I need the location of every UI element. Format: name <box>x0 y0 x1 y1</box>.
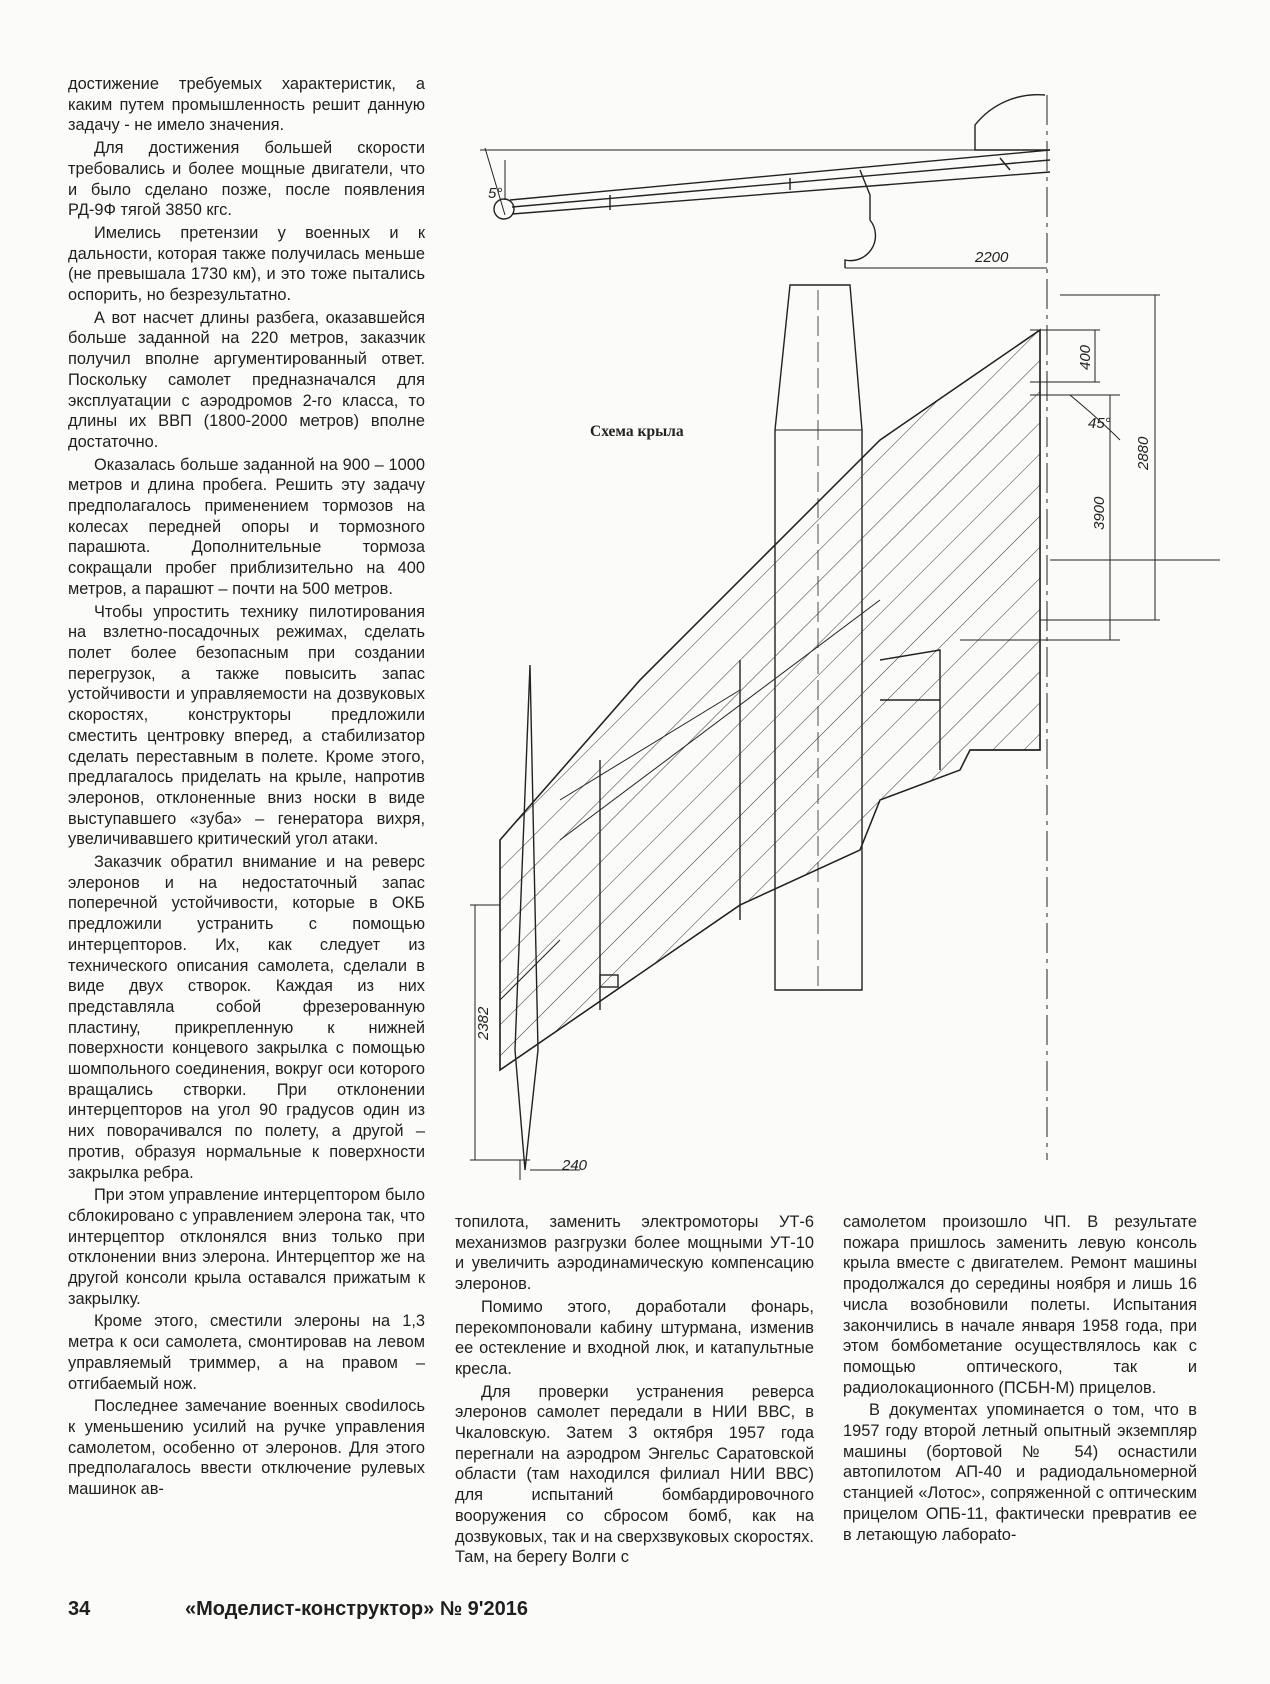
right-text-column <box>843 1212 1197 1547</box>
dimension-2382-label: 2382 <box>475 1006 492 1040</box>
figure-caption: Схема крыла <box>590 423 684 440</box>
paragraph: Последнее замечание военных свodилось к уменьшению усилий на ручке управления самолетом, особенно от элеронов. Для этого предполагалось ввести отключение рулевых машинок ав- <box>68 1397 425 1499</box>
paragraph: самолетом произошло ЧП. В результате пожара пришлось заменить левую консоль крыла вместе с двигателем. Ремонт машины продолжался до середины ноября и лишь 16 числа возобновили полеты. Испытания закончились в начале января 1958 года, при этом бомбометание осуществлялось как с помощью оптического, так и радиолокационного (ПСБН-М) прицелов. <box>843 1213 1197 1397</box>
paragraph: Имелись претензии у военных и к дальности, которая также получилась меньше (не превышала 1730 км), и это тоже пытались оспорить, но безрезультатно. <box>68 223 425 305</box>
wing-front-view <box>480 95 1050 268</box>
dimension-240-label: 240 <box>562 1157 588 1174</box>
angle-5-label: 5° <box>488 185 503 202</box>
dimension-2200-label: 2200 <box>975 249 1009 266</box>
paragraph: Для проверки устранения реверса элеронов самолет передали в НИИ ВВС, в Чкаловскую. Затем 3 октября 1957 года перегнали на аэродром Энгельс Саратовской области (там находился филиал НИИ ВВС) для испытаний бомбардировочного вооружения со сбросом бомб, как на дозвуковых, так и на сверхзвуковых скоростях. Там, на берегу Волги с <box>455 1382 814 1567</box>
dimension-3900-label: 3900 <box>1091 496 1108 530</box>
middle-text-column <box>455 1212 814 1570</box>
magazine-title: «Моделист-конструктор» № 9'2016 <box>185 1598 529 1620</box>
left-text-column <box>68 74 425 1502</box>
dimension-400-label: 400 <box>1077 344 1094 370</box>
paragraph: Кроме этого, сместили элероны на 1,3 метра к оси самолета, смонтировав на левом управляемый триммер, а на правом – отгибаемый нож. <box>68 1312 425 1393</box>
page-number: 34 <box>68 1598 91 1620</box>
paragraph: Оказалась больше заданной на 900 – 1000 метров и длина пробега. Решить эту задачу предполагалось применением тормозов на колесах передней опоры и тормозного парашюта. Дополнительные тормоза сокращали пробег приблизительно на 400 метров, а парашют – почти на 500 метров. <box>68 455 425 598</box>
paragraph: Чтобы упростить технику пилотирования на взлетно-посадочных режимах, сделать полет более безопасным при создании перегрузок, а также повысить запас устойчивости и управляемости на дозвуковых скоростях, конструкторы предложили сместить центровку вперед, а стабилизатор сделать переставным в полете. Кроме этого, предлагалось приделать на крыле, напротив элеронов, отклоненные вниз носки в виде выступавшего «зуба» – генератора вихря, увеличивавшего критический угол атаки. <box>68 602 425 849</box>
paragraph: Для достижения большей скорости требовались и более мощные двигатели, что и было сделано позже, после появления РД-9Ф тягой 3850 кгс. <box>68 139 425 220</box>
paragraph: При этом управление интерцептором было сблокировано с управлением элерона так, что интерцептор отклонялся вниз только при отклонении вниз элерона. Интерцептор же на другой консоли крыла оставался прижатым к закрылку. <box>68 1186 425 1308</box>
paragraph: В документах упоминается о том, что в 1957 году второй летный опытный экземпляр машины (бортовой № 54) оснастили автопилотом АП-40 и радиодальномерной станцией «Лотос», сопряженной с оптическим прицелом ОПБ-11, фактически превратив ее в летающую лабораto- <box>843 1401 1197 1544</box>
paragraph: Помимо этого, доработали фонарь, перекомпоновали кабину штурмана, изменив ее остекление и входной люк, и катапультные кресла. <box>455 1297 814 1378</box>
paragraph: Заказчик обратил внимание и на реверс элеронов и на недостаточный запас поперечной устойчивости, которые в ОКБ предложили устранить с помощью интерцепторов. Их, как следует из технического описания самолета, сделали в виде двух створок. Каждая из них представляла собой фрезерованную пластину, прикрепленную к нижней поверхности концевого закрылка с помощью шомпольного соединения, вокруг оси которого вращались створки. При отклонении интерцепторов на угол 90 градусов один из них поворачивался по полету, а другой – против, образуя нормальные к поверхности закрылка ребра. <box>68 853 425 1182</box>
angle-45-label: 45° <box>1088 415 1111 432</box>
dimension-2880-label: 2880 <box>1135 436 1152 470</box>
paragraph: достижение требуемых характеристик, а каким путем промышленность решит данную задачу - не имело значения. <box>68 75 425 135</box>
paragraph: А вот насчет длины разбега, оказавшейся больше заданной на 220 метров, заказчик получил вполне аргументированный ответ. Поскольку самолет предназначался для эксплуатации с аэродромов 2-го класса, то длины их ВВП (1800-2000 метров) вполне достаточно. <box>68 308 425 451</box>
wing-scheme-drawing <box>440 70 1240 1200</box>
wing-planform <box>500 330 1040 1070</box>
paragraph: топилота, заменить электромоторы УТ-6 механизмов разгрузки более мощными УТ-10 и увеличить аэродинамическую компенсацию элеронов. <box>455 1213 814 1294</box>
